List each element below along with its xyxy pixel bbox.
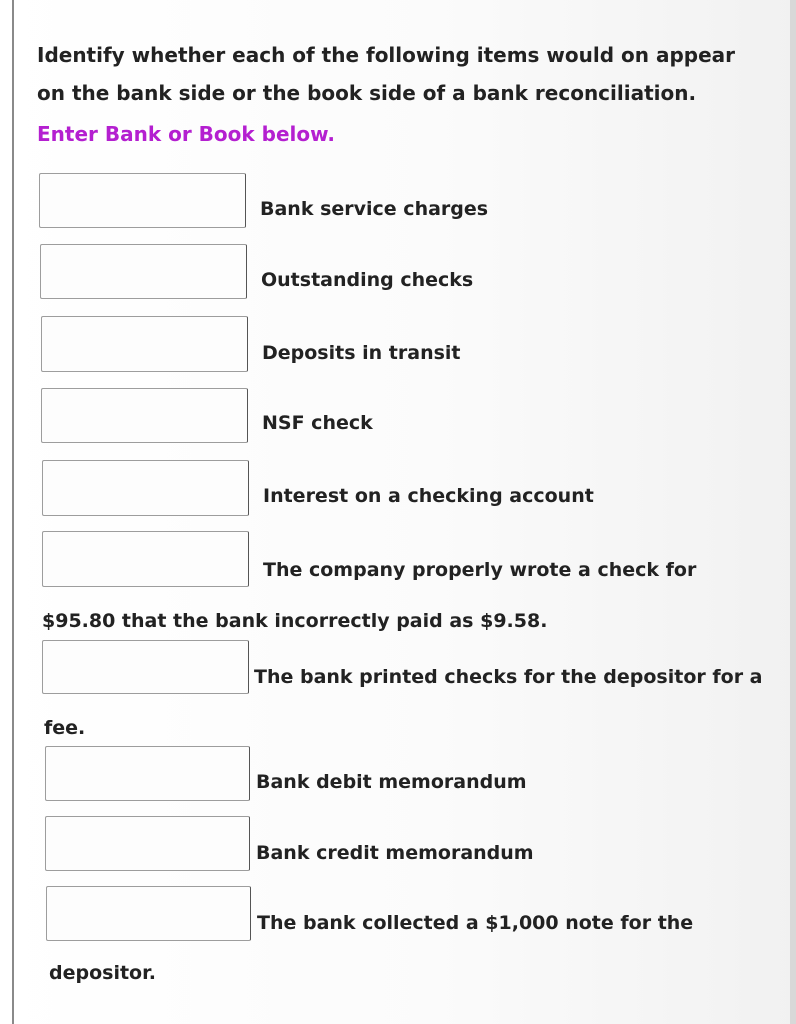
answer-input-nsf-check[interactable]	[41, 388, 248, 443]
item-label-outstanding-checks: Outstanding checks	[261, 269, 474, 291]
page-edge-divider	[12, 0, 14, 1024]
answer-prompt: Enter Bank or Book below.	[37, 122, 335, 146]
item-label-check-incorrectly-paid: The company properly wrote a check for	[263, 559, 697, 581]
item-label-collected-note: The bank collected a $1,000 note for the	[257, 912, 694, 934]
page-right-edge	[790, 0, 796, 1024]
answer-input-outstanding-checks[interactable]	[40, 244, 247, 299]
answer-input-interest-on-checking[interactable]	[42, 460, 249, 516]
item-label-nsf-check: NSF check	[262, 412, 373, 434]
answer-input-bank-debit-memorandum[interactable]	[45, 746, 250, 801]
item-label-bank-debit-memorandum: Bank debit memorandum	[256, 771, 527, 793]
answer-input-collected-note[interactable]	[46, 886, 251, 941]
item-label-deposits-in-transit: Deposits in transit	[262, 342, 461, 364]
item-label-bank-credit-memorandum: Bank credit memorandum	[256, 842, 534, 864]
item-label-bank-service-charges: Bank service charges	[260, 198, 489, 220]
answer-input-check-incorrectly-paid[interactable]	[42, 531, 249, 587]
item-label-collected-note-continuation: depositor.	[49, 962, 156, 984]
answer-input-bank-credit-memorandum[interactable]	[45, 816, 250, 871]
item-label-printed-checks-fee-continuation: fee.	[44, 717, 86, 739]
item-label-check-incorrectly-paid-continuation: $95.80 that the bank incorrectly paid as $9.58.	[42, 610, 548, 632]
question-instructions: Identify whether each of the following items would on appear on the bank side or the book side of a bank reconciliation.	[37, 43, 736, 105]
answer-input-deposits-in-transit[interactable]	[41, 316, 248, 372]
answer-input-printed-checks-fee[interactable]	[42, 640, 249, 694]
answer-input-bank-service-charges[interactable]	[39, 173, 246, 228]
item-label-interest-on-checking: Interest on a checking account	[263, 485, 594, 507]
item-label-printed-checks-fee: The bank printed checks for the depositor for a	[254, 666, 763, 688]
